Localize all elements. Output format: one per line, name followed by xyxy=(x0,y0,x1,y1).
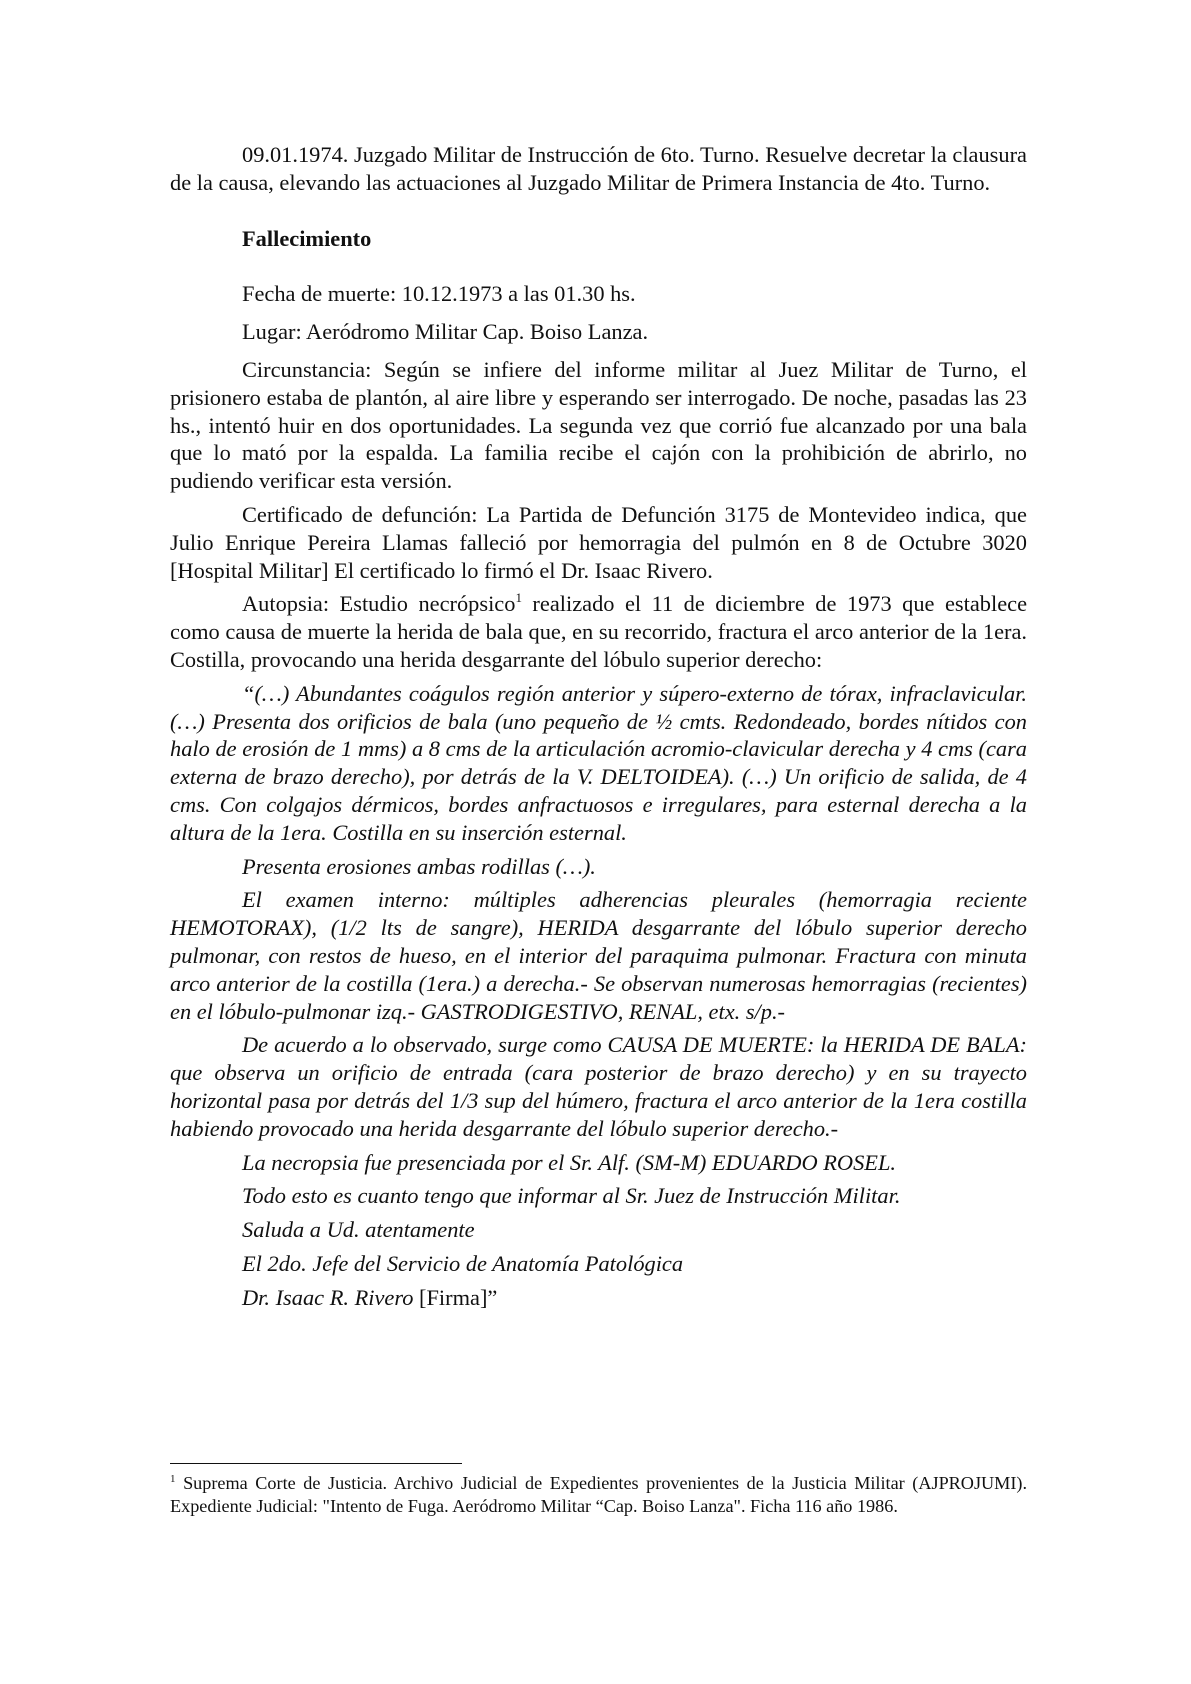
paragraph-certificado: Certificado de defunción: La Partida de Defunción 3175 de Montevideo indica, que Julio Enrique Pereira Llamas falleció por hemorragia del pulmón en 8 de Octubre 3020 [Hospital Militar] El certificado lo firmó el Dr. Isaac Rivero. xyxy=(170,501,1027,583)
quote-cargo: El 2do. Jefe del Servicio de Anatomía Patológica xyxy=(242,1250,684,1276)
quote-firma xyxy=(170,1284,1027,1312)
quote-saludo: Saluda a Ud. atentamente xyxy=(242,1217,475,1243)
footnote-reference: 1 xyxy=(515,590,522,606)
document-body xyxy=(170,141,1027,1311)
paragraph-autopsia xyxy=(170,590,1027,673)
footnote-text: Suprema Corte de Justicia. Archivo Judicial de Expedientes provenientes de la Justicia Militar (AJPROJUMI). Expediente Judicial: "Intento de Fuga. Aeródromo Militar “Cap. Boiso Lanza". Ficha 116 año 1986. xyxy=(170,1473,1027,1517)
quote-informe: Todo esto es cuanto tengo que informar al Sr. Juez de Instrucción Militar. xyxy=(242,1183,901,1209)
quote-hallazgos: “(…) Abundantes coágulos región anterior y súpero-externo de tórax, infraclavicular. (…) Presenta dos orificios de bala (uno pequeño de ½ cmts. Redondeado, bordes nítidos con halo de erosión de 1 mms) a 8 cms de la articulación acromio-clavicular derecha y 4 cms (cara externa de brazo derecho), por detrás de la V. DELTOIDEA). (…) Un orificio de salida, de 4 cms. Con colgajos dérmicos, bordes anfractuosos e irregulares, para esternal derecha a la altura de la 1era. Costilla en su inserción esternal. xyxy=(170,680,1027,845)
footnote-number: 1 xyxy=(170,1473,176,1485)
paragraph-circunstancia: Circunstancia: Según se infiere del informe militar al Juez Militar de Turno, el prisionero estaba de plantón, al aire libre y esperando ser interrogado. De noche, pasadas las 23 hs., intentó huir en dos oportunidades. La segunda vez que corrió fue alcanzado por una bala que lo mató por la espalda. La familia recibe el cajón con la prohibición de abrirlo, no pudiendo verificar esta versión. xyxy=(170,356,1027,494)
paragraph-lugar: Lugar: Aeródromo Militar Cap. Boiso Lanza. xyxy=(242,319,649,345)
paragraph-clausura: 09.01.1974. Juzgado Militar de Instrucción de 6to. Turno. Resuelve decretar la clausura de la causa, elevando las actuaciones al Juzgado Militar de Primera Instancia de 4to. Turno. xyxy=(170,142,1027,195)
section-heading: Fallecimiento xyxy=(242,225,372,251)
signature-note: [Firma]” xyxy=(413,1284,498,1310)
autopsia-text-end: realizado el 11 de diciembre de 1973 que establece como causa de muerte la herida de bala que, en su recorrido, fractura el arco anterior de la 1era. Costilla, provocando una herida desgarrante del lóbulo superior derecho: xyxy=(170,591,1028,672)
quote-examen-interno: El examen interno: múltiples adherencias pleurales (hemorragia reciente HEMOTORAX), (1/2 lts de sangre), HERIDA desgarrante del lóbulo superior derecho pulmonar, con restos de hueso, en el interior del paraquima pulmonar. Fractura con minuta arco anterior de la costilla (1era.) a derecha.- Se observan numerosas hemorragias (recientes) en el lóbulo-pulmonar izq.- GASTRODIGESTIVO, RENAL, etx. s/p.- xyxy=(170,887,1027,1024)
footnote xyxy=(170,1472,1027,1519)
quote-causa-muerte: De acuerdo a lo observado, surge como CAUSA DE MUERTE: la HERIDA DE BALA: que observa un orificio de entrada (cara posterior de brazo derecho) y en su trayecto horizontal pasa por detrás del 1/3 sup del húmero, fractura el arco anterior de la 1era costilla habiendo provocado una herida desgarrante del lóbulo superior derecho.- xyxy=(170,1032,1027,1141)
quote-necropsia-presenciada: La necropsia fue presenciada por el Sr. Alf. (SM-M) EDUARDO ROSEL. xyxy=(242,1149,897,1175)
footnote-separator xyxy=(170,1463,462,1464)
signer-name: Dr. Isaac R. Rivero xyxy=(242,1284,414,1310)
quote-erosiones: Presenta erosiones ambas rodillas (…). xyxy=(242,853,596,879)
autopsia-text-start: Autopsia: Estudio necrópsico xyxy=(242,591,516,617)
paragraph-fecha: Fecha de muerte: 10.12.1973 a las 01.30 hs. xyxy=(242,281,636,307)
